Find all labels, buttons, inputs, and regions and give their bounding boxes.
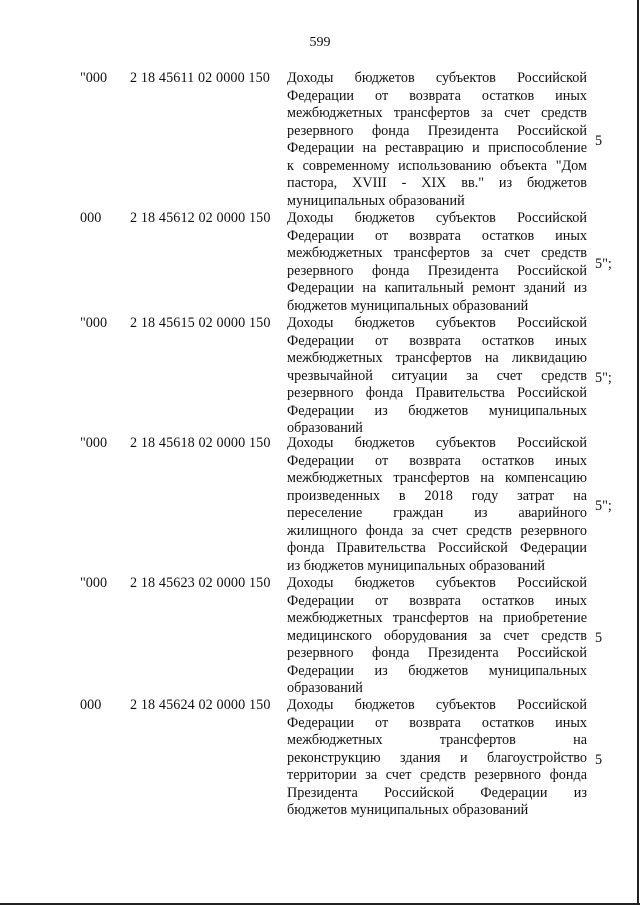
row-code: "000	[80, 435, 108, 451]
description-line: реконструкцию здания и благоустройство	[287, 749, 587, 766]
description-line: образований	[287, 420, 363, 436]
description-line: Президента Российской Федерации из	[287, 784, 587, 801]
row-budget-code: 2 18 45611 02 0000 150	[130, 70, 271, 86]
description-line: медицинского оборудования за счет средств	[287, 627, 587, 644]
row-value: 5";	[595, 498, 612, 515]
description-line: Доходы бюджетов субъектов Российской	[287, 575, 587, 591]
row-budget-code: 2 18 45623 02 0000 150	[130, 575, 271, 591]
description-line: резервного фонда Президента Российской	[287, 262, 587, 279]
description-line: образований	[287, 680, 363, 696]
description-line: Федерации из бюджетов муниципальных	[287, 402, 587, 419]
description-line: Федерации из бюджетов муниципальных	[287, 662, 587, 679]
description-line: Федерации от возврата остатков иных	[287, 592, 587, 609]
description-line: из бюджетов муниципальных образований	[287, 557, 545, 574]
description-line: бюджетов муниципальных образований	[287, 297, 529, 314]
row-code: "000	[80, 70, 108, 86]
row-budget-code: 2 18 45624 02 0000 150	[130, 697, 271, 713]
row-value: 5";	[595, 369, 612, 386]
row-value: 5	[595, 751, 603, 768]
description-line: межбюджетных трансфертов на компенсацию	[287, 470, 587, 486]
description-line: территории за счет средств резервного фонда	[287, 767, 587, 783]
description-line: межбюджетных трансфертов на	[287, 732, 587, 748]
description-line: бюджетов муниципальных образований	[287, 802, 529, 818]
description-line: пастора, XVIII - XIX вв." из бюджетов	[287, 175, 587, 191]
description-line: Доходы бюджетов субъектов Российской	[287, 210, 587, 226]
row-description	[287, 435, 587, 575]
row-code: 000	[80, 210, 102, 226]
description-line: резервного фонда Президента Российской	[287, 645, 587, 661]
description-line: Доходы бюджетов субъектов Российской	[287, 315, 587, 331]
row-description	[287, 697, 587, 820]
row-description	[287, 575, 587, 698]
description-line: произведенных в 2018 году затрат на	[287, 487, 587, 504]
row-value: 5	[595, 629, 603, 646]
row-code: "000	[80, 315, 108, 331]
description-line: межбюджетных трансфертов за счет средств	[287, 105, 587, 121]
row-description	[287, 70, 587, 210]
row-budget-code: 2 18 45618 02 0000 150	[130, 435, 271, 451]
description-line: резервного фонда Президента Российской	[287, 122, 587, 139]
row-description	[287, 210, 587, 315]
description-line: Федерации от возврата остатков иных	[287, 332, 587, 349]
description-line: Федерации от возврата остатков иных	[287, 227, 587, 244]
row-code: "000	[80, 575, 108, 591]
row-description	[287, 315, 587, 438]
description-line: резервного фонда Правительства Российской	[287, 385, 587, 401]
description-line: межбюджетных трансфертов на ликвидацию	[287, 350, 587, 366]
description-line: фонда Правительства Российской Федерации	[287, 540, 587, 556]
row-code: 000	[80, 697, 102, 713]
description-line: Федерации от возврата остатков иных	[287, 87, 587, 104]
description-line: чрезвычайной ситуации за счет средств	[287, 367, 587, 384]
description-line: Федерации на реставрацию и приспособление	[287, 140, 587, 156]
description-line: жилищного фонда за счет средств резервного	[287, 522, 587, 539]
scan-edge-right	[637, 0, 639, 905]
description-line: муниципальных образований	[287, 192, 465, 209]
row-budget-code: 2 18 45615 02 0000 150	[130, 315, 271, 331]
description-line: Доходы бюджетов субъектов Российской	[287, 70, 587, 86]
row-value: 5	[595, 133, 603, 150]
description-line: переселение граждан из аварийного	[287, 505, 587, 521]
description-line: Федерации на капитальный ремонт зданий из	[287, 280, 587, 296]
description-line: Доходы бюджетов субъектов Российской	[287, 697, 587, 713]
page-number: 599	[309, 35, 331, 50]
row-budget-code: 2 18 45612 02 0000 150	[130, 210, 271, 226]
description-line: межбюджетных трансфертов за счет средств	[287, 245, 587, 261]
row-value: 5";	[595, 255, 612, 272]
description-line: Доходы бюджетов субъектов Российской	[287, 435, 587, 451]
description-line: межбюджетных трансфертов на приобретение	[287, 610, 587, 626]
description-line: Федерации от возврата остатков иных	[287, 452, 587, 469]
description-line: к современному использованию объекта "Дом	[287, 157, 587, 174]
description-line: Федерации от возврата остатков иных	[287, 714, 587, 731]
